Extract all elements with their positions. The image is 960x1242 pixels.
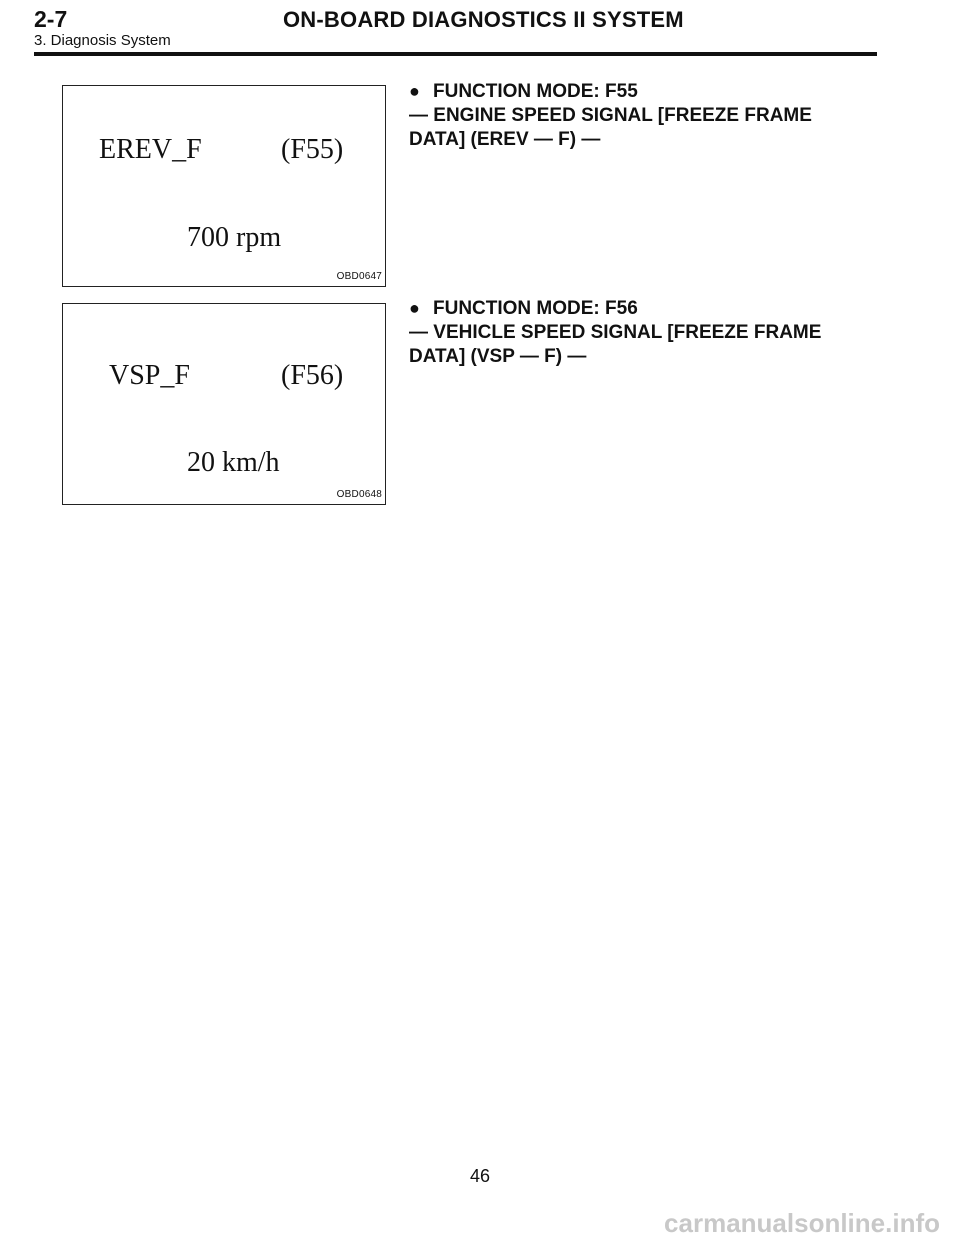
bullet-icon: ●	[409, 81, 420, 101]
heading-mode: FUNCTION MODE: F55	[433, 81, 638, 102]
display-value: 700 rpm	[187, 222, 282, 253]
display-figure-f55	[62, 85, 386, 287]
heading-line-3: DATA] (EREV — F) —	[409, 129, 601, 150]
header-subtitle: 3. Diagnosis System	[34, 32, 171, 49]
bullet-icon: ●	[409, 298, 420, 318]
display-value: 20 km/h	[187, 447, 280, 478]
heading-line-3: DATA] (VSP — F) —	[409, 346, 587, 367]
heading-line-2: — VEHICLE SPEED SIGNAL [FREEZE FRAME	[409, 322, 822, 343]
heading-line-2: — ENGINE SPEED SIGNAL [FREEZE FRAME	[409, 105, 812, 126]
header-title: ON-BOARD DIAGNOSTICS II SYSTEM	[283, 7, 684, 32]
function-mode-f56-heading	[409, 296, 889, 369]
display-mode-code: (F56)	[281, 360, 344, 391]
header-section-number: 2-7	[34, 6, 68, 32]
figure-id: OBD0647	[336, 271, 382, 282]
figure-id: OBD0648	[336, 489, 382, 500]
watermark: carmanualsonline.info	[664, 1208, 940, 1238]
display-mode-label: EREV_F	[99, 134, 202, 165]
display-mode-label: VSP_F	[109, 360, 190, 391]
page-number: 46	[469, 1166, 491, 1186]
heading-mode: FUNCTION MODE: F56	[433, 298, 638, 319]
heading-line-1	[409, 79, 889, 104]
display-mode-code: (F55)	[281, 134, 344, 165]
function-mode-f55-heading	[409, 79, 889, 152]
heading-line-1	[409, 296, 889, 321]
header-rule	[34, 52, 877, 56]
display-figure-f56	[62, 303, 386, 505]
